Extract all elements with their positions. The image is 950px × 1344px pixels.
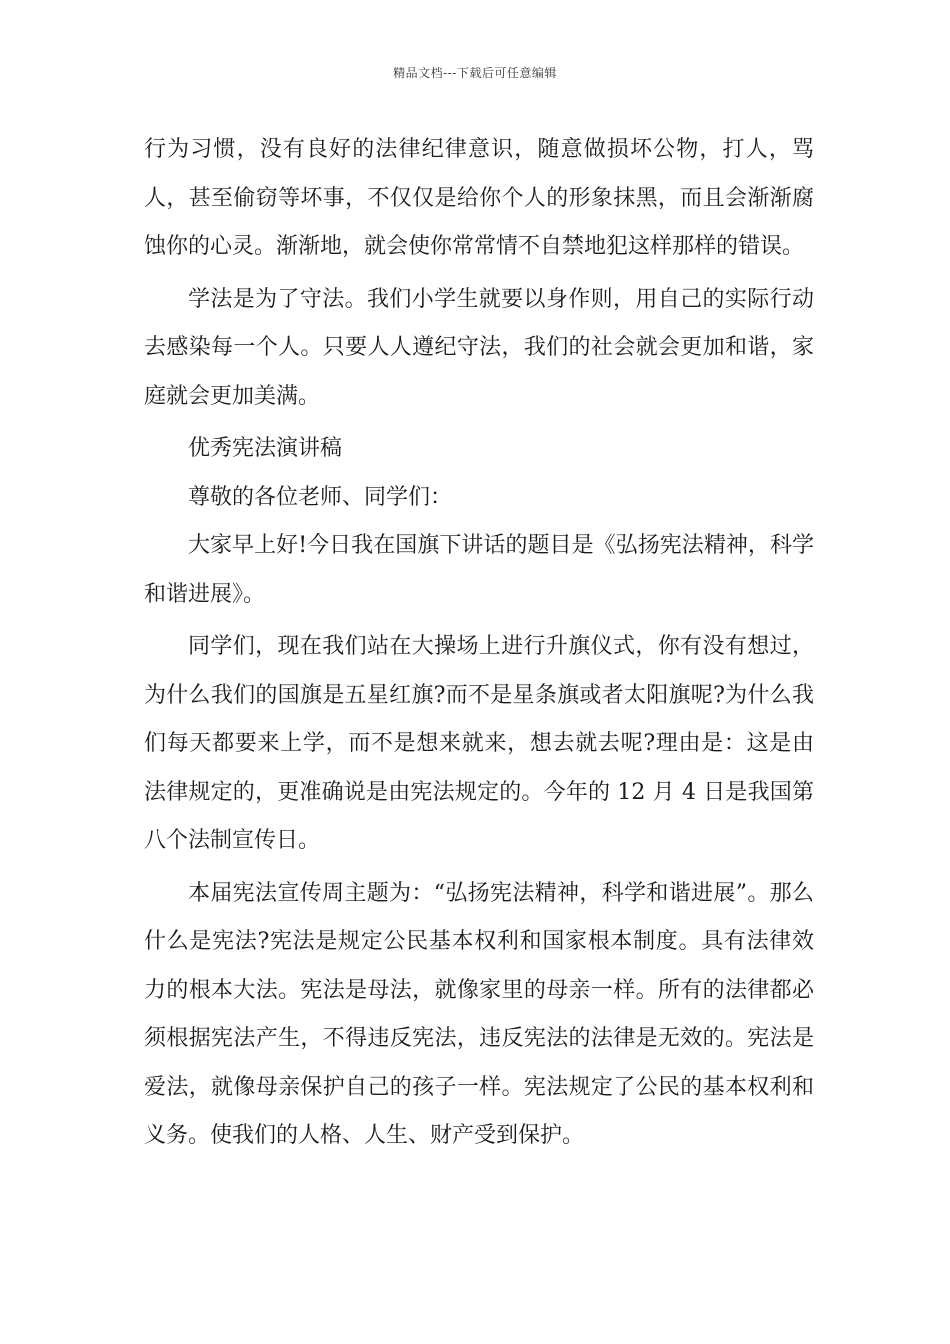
document-body xyxy=(144,126,814,1161)
paragraph-flag: 同学们，现在我们站在大操场上进行升旗仪式，你有没有想过，为什么我们的国旗是五星红旗?而不是星条旗或者太阳旗呢?为什么我们每天都要来上学，而不是想来就来，想去就去呢?理由是：这是由法律规定的，更准确说是由宪法规定的。今年的 12 月 4 日是我国第八个法制宣传日。 xyxy=(144,634,814,853)
page-header: 精品文档---下载后可任意编辑 xyxy=(393,66,557,80)
paragraph-greeting: 大家早上好!今日我在国旗下讲话的题目是《弘扬宪法精神，科学和谐进展》。 xyxy=(144,533,814,607)
paragraph-constitution: 本届宪法宣传周主题为：“弘扬宪法精神，科学和谐进展”。那么什么是宪法?宪法是规定公民基本权利和国家根本制度。具有法律效力的根本大法。宪法是母法，就像家里的母亲一样。所有的法律都必须根据宪法产生，不得违反宪法，违反宪法的法律是无效的。宪法是爱法，就像母亲保护自己的孩子一样。宪法规定了公民的基本权利和义务。使我们的人格、人生、财产受到保护。 xyxy=(144,880,814,1148)
paragraph-1: 行为习惯，没有良好的法律纪律意识，随意做损坏公物，打人，骂人，甚至偷窃等坏事，不仅仅是给你个人的形象抹黑，而且会渐渐腐蚀你的心灵。渐渐地，就会使你常常情不自禁地犯这样那样的错误。 xyxy=(144,137,814,259)
paragraph-2: 学法是为了守法。我们小学生就要以身作则，用自己的实际行动去感染每一个人。只要人人遵纪守法，我们的社会就会更加和谐，家庭就会更加美满。 xyxy=(144,286,814,409)
salutation: 尊敬的各位老师、同学们： xyxy=(188,484,453,510)
speech-title: 优秀宪法演讲稿 xyxy=(188,436,343,461)
